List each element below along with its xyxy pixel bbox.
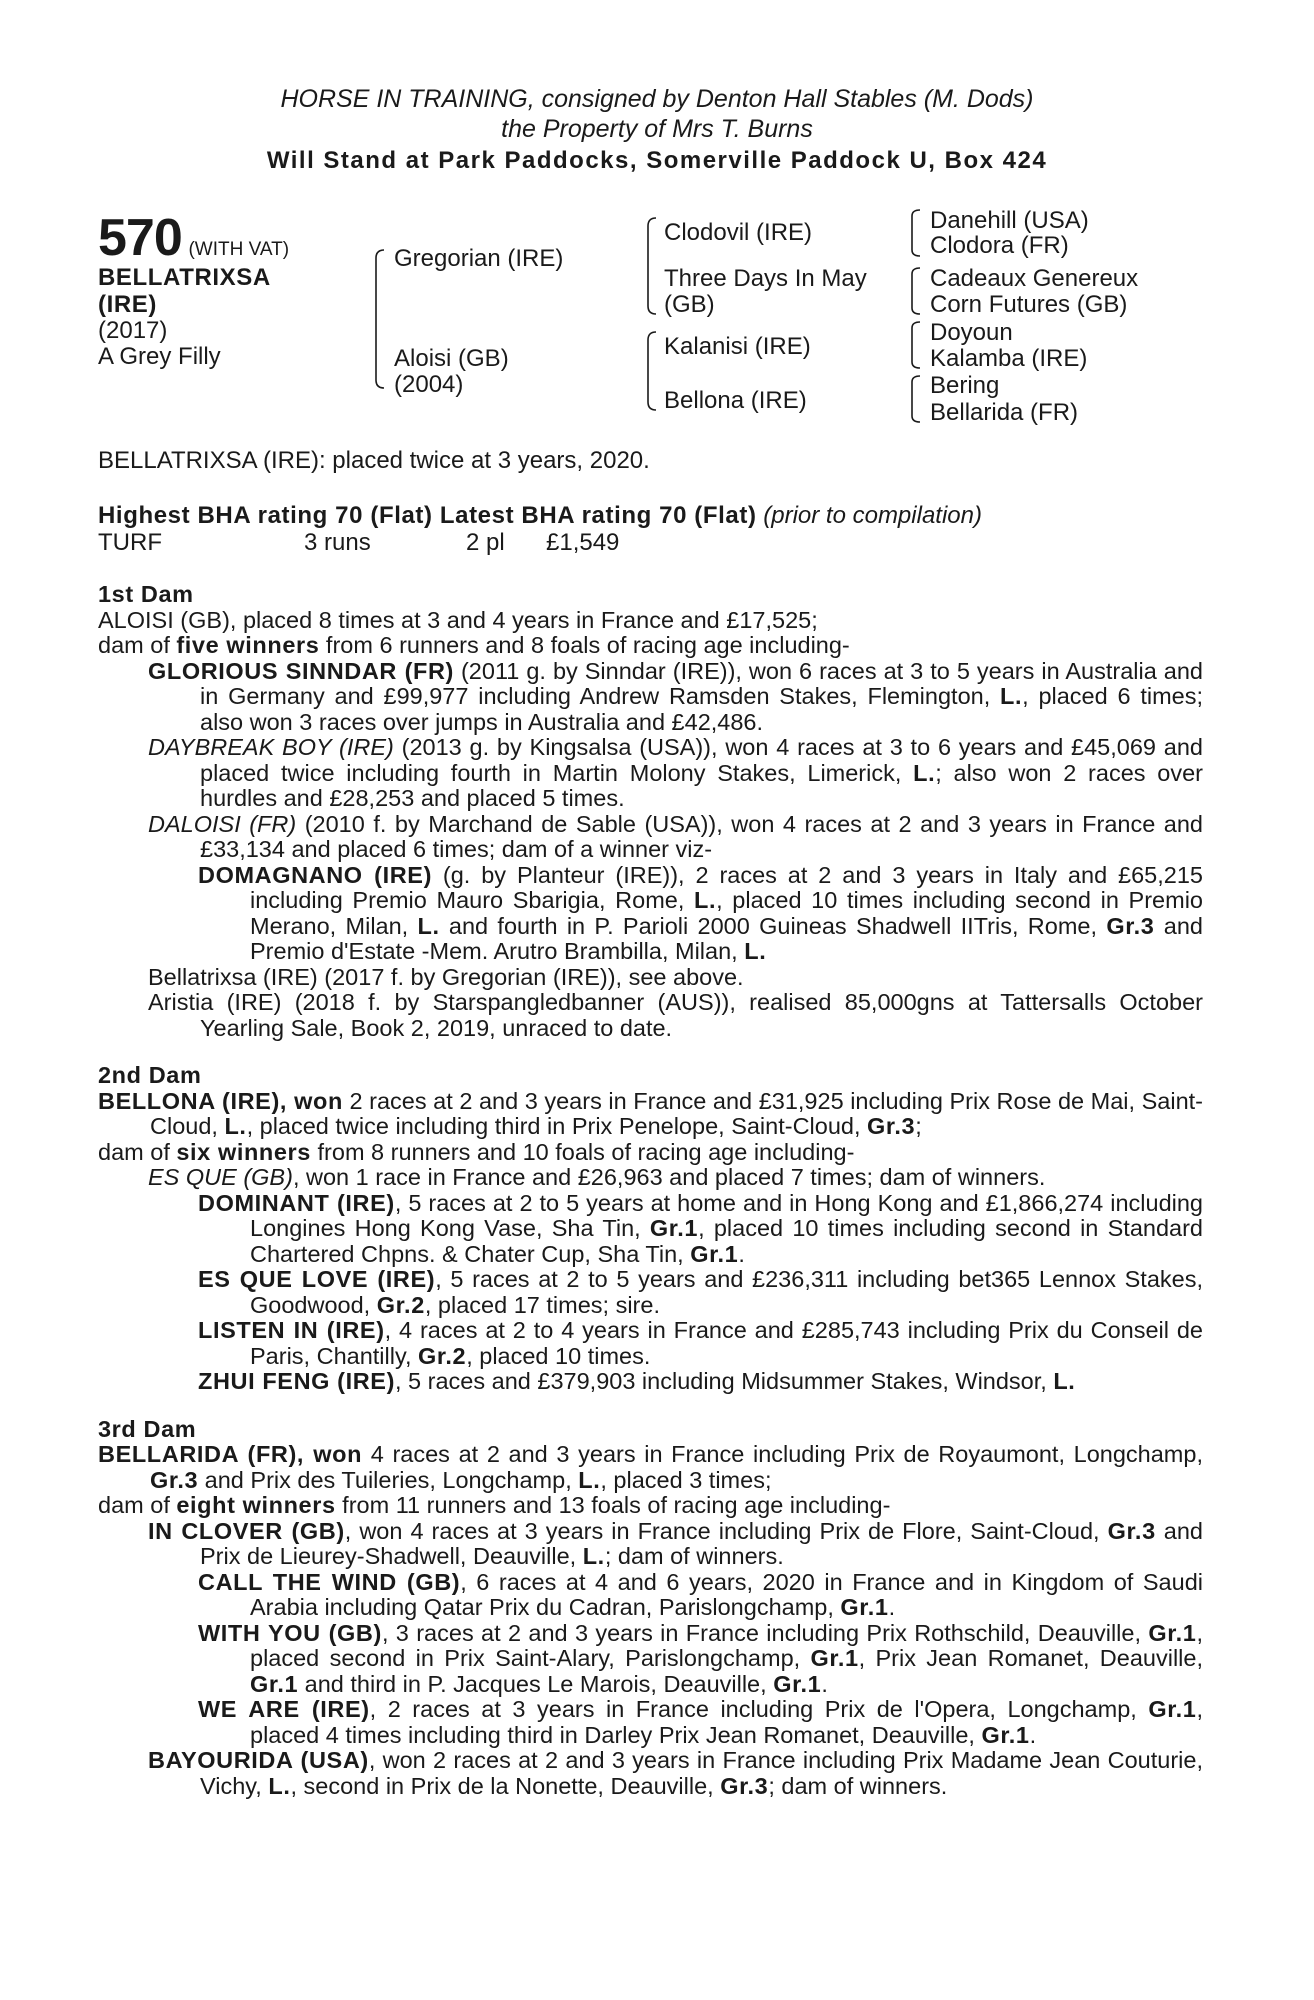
pedigree-bracket-dam	[642, 330, 658, 412]
pedigree-gen3-5: Doyoun	[930, 319, 1013, 346]
produce-record	[98, 582, 1203, 1799]
dam1-produce-3-foal: DOMAGNANO (IRE) (g. by Planteur (IRE)), 2 races at 2 and 3 years in Italy and £65,215 including Premio Mauro Sbarigia, Rome, L., placed 10 times including second in Premio Merano, Milan, L. and fourth in P. Parioli 2000 Guineas Shadwell IITris, Rome, Gr.3 and Premio d'Estate -Mem. Arutro Brambilla, Milan, L.	[198, 861, 1203, 964]
dam1-heading: 1st Dam	[98, 581, 194, 607]
horse-year: (2017)	[98, 317, 168, 344]
dam1-produce-2: DAYBREAK BOY (IRE) (2013 g. by Kingsalsa (USA)), won 4 races at 3 to 6 years and £45,069 and placed twice including fourth in Martin Molony Stakes, Limerick, L.; also won 2 races over hurdles and £28,253 and placed 5 times.	[148, 734, 1203, 811]
pedigree-gen3-1: Danehill (USA)	[930, 207, 1089, 234]
turf-record-surface: TURF	[98, 529, 162, 556]
pedigree-dam-sire: Kalanisi (IRE)	[664, 333, 811, 360]
location-line: Will Stand at Park Paddocks, Somerville Paddock U, Box 424	[266, 147, 1048, 174]
pedigree-bracket-g3-3	[906, 320, 922, 370]
dam3-produce-1-foal-1: CALL THE WIND (GB), 6 races at 4 and 6 years, 2020 in France and in Kingdom of Saudi Arabia including Qatar Prix du Cadran, Parislongchamp, Gr.1.	[198, 1568, 1203, 1620]
lot-number: 570	[98, 209, 182, 267]
dam2-produce-1-foal-4: ZHUI FENG (IRE), 5 races and £379,903 including Midsummer Stakes, Windsor, L.	[198, 1368, 1076, 1394]
turf-record-placed: 2 pl	[466, 529, 505, 556]
pedigree-sire-dam: Three Days In May	[664, 265, 867, 292]
dam3-produce-1-foal-2: WITH YOU (GB), 3 races at 2 and 3 years in France including Prix Rothschild, Deauville, Gr.1, placed second in Prix Saint-Alary, Parislongchamp, Gr.1, Prix Jean Romanet, Deauville, Gr.1 and third in P. Jacques Le Marois, Deauville, Gr.1.	[198, 1619, 1204, 1697]
pedigree-bracket-sire	[642, 216, 658, 316]
pedigree-bracket-main	[370, 248, 386, 390]
pedigree-gen3-4: Corn Futures (GB)	[930, 291, 1128, 318]
owner-line: the Property of Mrs T. Burns	[501, 115, 813, 143]
pedigree-gen3-3: Cadeaux Genereux	[930, 265, 1139, 292]
bha-rating-label: Highest BHA rating 70 (Flat) Latest BHA rating 70 (Flat)	[98, 502, 757, 529]
pedigree-sire: Gregorian (IRE)	[394, 245, 564, 272]
dam2-produce-1-foal-1: DOMINANT (IRE), 5 races at 2 to 5 years at home and in Hong Kong and £1,866,274 including Longines Hong Kong Vase, Sha Tin, Gr.1, placed 10 times including second in Standard Chartered Chpns. & Chater Cup, Sha Tin, Gr.1.	[198, 1189, 1203, 1267]
pedigree-sire-dam-suffix: (GB)	[664, 291, 715, 318]
dam3-produce-summary: dam of eight winners from 11 runners and 13 foals of racing age including-	[98, 1492, 891, 1518]
dam3-produce-1: IN CLOVER (GB), won 4 races at 3 years in France including Prix de Flore, Saint-Cloud, Gr.3 and Prix de Lieurey-Shadwell, Deauville, L.; dam of winners.	[148, 1517, 1203, 1569]
bha-rating-note: (prior to compilation)	[763, 502, 982, 529]
pedigree-bracket-g3-1	[906, 208, 922, 258]
dam1-produce-summary: dam of five winners from 6 runners and 8 foals of racing age including-	[98, 632, 850, 658]
bha-rating	[98, 503, 982, 529]
horse-description: A Grey Filly	[98, 343, 221, 370]
pedigree-dam: Aloisi (GB)	[394, 345, 509, 372]
consignor-line: HORSE IN TRAINING, consigned by Denton Hall Stables (M. Dods)	[280, 85, 1034, 113]
dam2-produce-summary: dam of six winners from 8 runners and 10 foals of racing age including-	[98, 1138, 855, 1165]
dam2-produce-1: ES QUE (GB), won 1 race in France and £26,963 and placed 7 times; dam of winners.	[148, 1164, 1046, 1190]
horse-suffix: (IRE)	[98, 291, 157, 318]
pedigree-gen3-7: Bering	[930, 372, 1000, 399]
turf-record-runs: 3 runs	[304, 529, 371, 556]
race-summary: BELLATRIXSA (IRE): placed twice at 3 years, 2020.	[98, 447, 650, 474]
dam2-heading: 2nd Dam	[98, 1062, 202, 1088]
dam2-produce-1-foal-3: LISTEN IN (IRE), 4 races at 2 to 4 years in France and £285,743 including Prix du Conseil de Paris, Chantilly, Gr.2, placed 10 times.	[198, 1317, 1203, 1369]
dam3-produce-1-foal-3: WE ARE (IRE), 2 races at 3 years in France including Prix de l'Opera, Longchamp, Gr.1, placed 4 times including third in Darley Prix Jean Romanet, Deauville, Gr.1.	[198, 1696, 1203, 1748]
dam1-produce-3: DALOISI (FR) (2010 f. by Marchand de Sable (USA)), won 4 races at 2 and 3 years in France and £33,134 and placed 6 times; dam of a winner viz-	[148, 810, 1203, 862]
pedigree-dam-dam: Bellona (IRE)	[664, 387, 807, 414]
dam2-produce-1-foal-2: ES QUE LOVE (IRE), 5 races at 2 to 5 years and £236,311 including bet365 Lennox Stakes, Goodwood, Gr.2, placed 17 times; sire.	[198, 1266, 1203, 1318]
dam1-produce-1: GLORIOUS SINNDAR (FR) (2011 g. by Sinndar (IRE)), won 6 races at 3 to 5 years in Australia and in Germany and £99,977 including Andrew Ramsden Stakes, Flemington, L., placed 6 times; also won 3 races over jumps in Australia and £42,486.	[148, 657, 1204, 735]
horse-name: BELLATRIXSA	[98, 264, 271, 291]
lot-number-block	[98, 209, 290, 267]
dam3-record: BELLARIDA (FR), won 4 races at 2 and 3 years in France including Prix de Royaumont, Longchamp, Gr.3 and Prix des Tuileries, Longchamp, L., placed 3 times;	[98, 1441, 1203, 1493]
dam3-heading: 3rd Dam	[98, 1415, 197, 1442]
pedigree-sire-sire: Clodovil (IRE)	[664, 219, 813, 246]
pedigree-bracket-g3-4	[906, 374, 922, 424]
dam1-record: ALOISI (GB), placed 8 times at 3 and 4 years in France and £17,525;	[98, 606, 818, 633]
dam1-produce-5: Aristia (IRE) (2018 f. by Starspangledbanner (AUS)), realised 85,000gns at Tattersalls October Yearling Sale, Book 2, 2019, unraced to date.	[148, 989, 1203, 1041]
pedigree-gen3-2: Clodora (FR)	[930, 232, 1069, 259]
dam2-record: BELLONA (IRE), won 2 races at 2 and 3 years in France and £31,925 including Prix Rose de Mai, Saint-Cloud, L., placed twice including third in Prix Penelope, Saint-Cloud, Gr.3;	[98, 1087, 1203, 1139]
vat-note: (WITH VAT)	[188, 239, 290, 260]
turf-record-prize: £1,549	[546, 529, 620, 556]
pedigree-dam-year: (2004)	[394, 371, 464, 398]
pedigree-bracket-g3-2	[906, 266, 922, 316]
pedigree-gen3-8: Bellarida (FR)	[930, 399, 1079, 426]
dam1-produce-4: Bellatrixsa (IRE) (2017 f. by Gregorian (IRE)), see above.	[148, 963, 744, 990]
dam3-produce-2: BAYOURIDA (USA), won 2 races at 2 and 3 years in France including Prix Madame Jean Couturie, Vichy, L., second in Prix de la Nonette, Deauville, Gr.3; dam of winners.	[148, 1747, 1203, 1799]
pedigree-gen3-6: Kalamba (IRE)	[930, 345, 1088, 372]
